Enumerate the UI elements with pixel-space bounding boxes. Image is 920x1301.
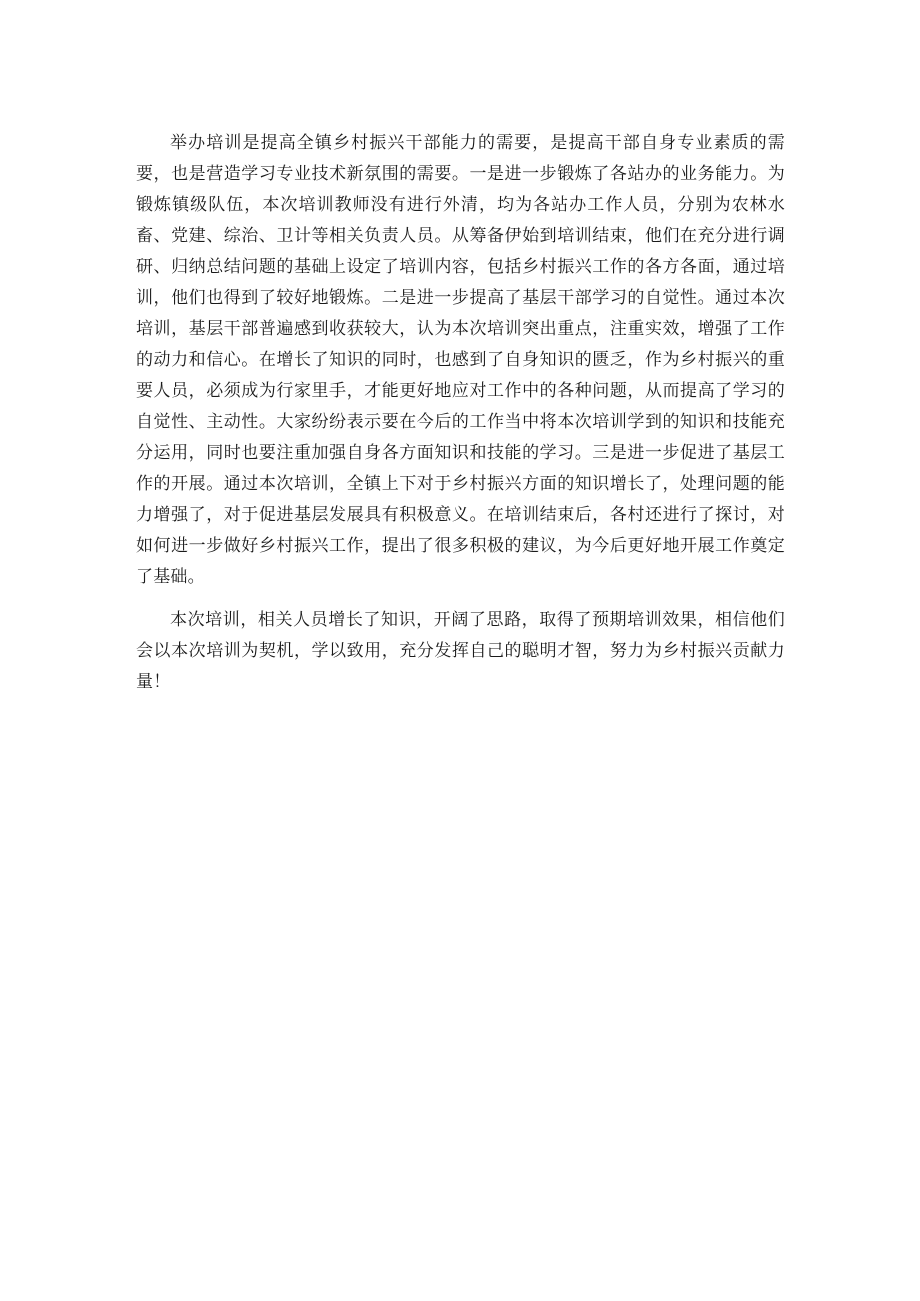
document-body bbox=[136, 128, 785, 710]
paragraph-training-conclusion: 本次培训，相关人员增长了知识，开阔了思路，取得了预期培训效果，相信他们会以本次培训为契机，学以致用，充分发挥自己的聪明才智，努力为乡村振兴贡献力量！ bbox=[136, 610, 785, 692]
paragraph-training-benefits: 举办培训是提高全镇乡村振兴干部能力的需要，是提高干部自身专业素质的需要，也是营造学习专业技术新氛围的需要。一是进一步锻炼了各站办的业务能力。为锻炼镇级队伍，本次培训教师没有进行外清，均为各站办工作人员，分别为农林水畜、党建、综治、卫计等相关负责人员。从筹备伊始到培训结束，他们在充分进行调研、归纳总结问题的基础上设定了培训内容，包括乡村振兴工作的各方各面，通过培训，他们也得到了较好地锻炼。二是进一步提高了基层干部学习的自觉性。通过本次培训，基层干部普遍感到收获较大，认为本次培训突出重点，注重实效，增强了工作的动力和信心。在增长了知识的同时，也感到了自身知识的匮乏，作为乡村振兴的重要人员，必须成为行家里手，才能更好地应对工作中的各种问题，从而提高了学习的自觉性、主动性。大家纷纷表示要在今后的工作当中将本次培训学到的知识和技能充分运用，同时也要注重加强自身各方面知识和技能的学习。三是进一步促进了基层工作的开展。通过本次培训，全镇上下对于乡村振兴方面的知识增长了，处理问题的能力增强了，对于促进基层发展具有积极意义。在培训结束后，各村还进行了探讨，对如何进一步做好乡村振兴工作，提出了很多积极的建议，为今后更好地开展工作奠定了基础。 bbox=[136, 133, 785, 587]
